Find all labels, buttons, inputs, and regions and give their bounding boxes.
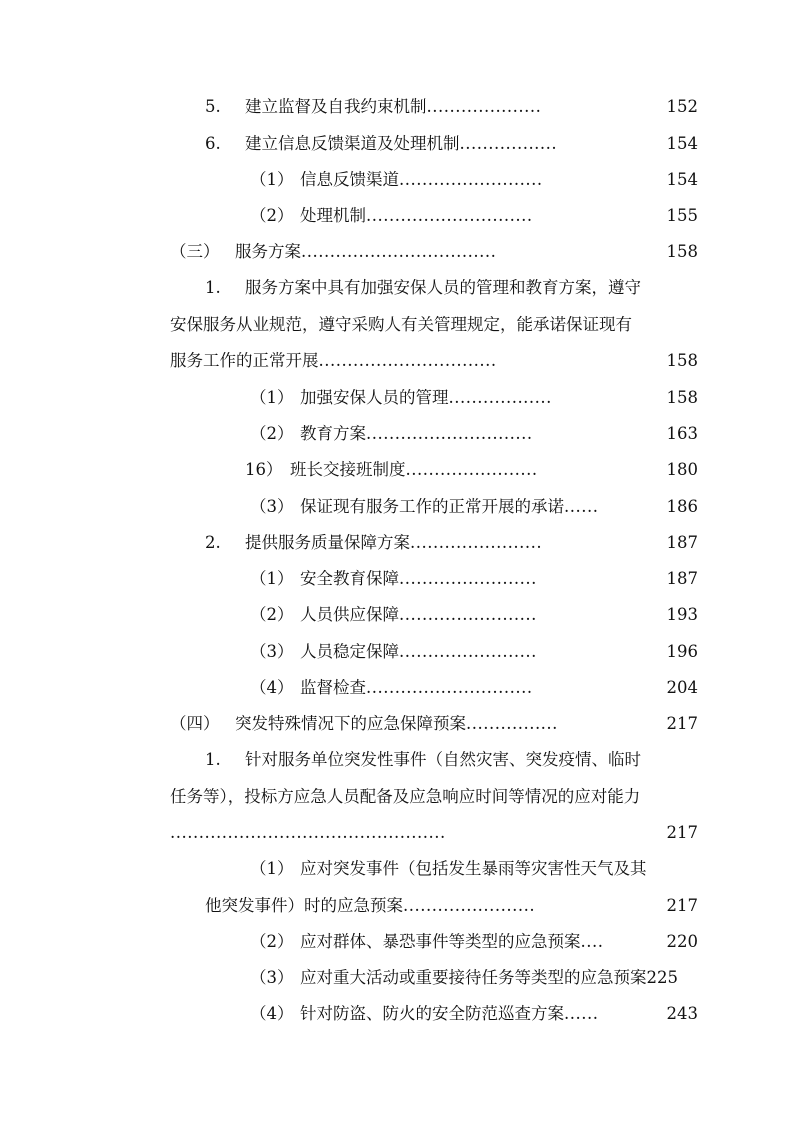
toc-entry-title: 加强安保人员的管理 xyxy=(300,388,449,407)
toc-leader-dots: ....................... xyxy=(410,533,543,552)
toc-page-number: 155 xyxy=(666,206,698,225)
toc-leader-dots: ................................................ xyxy=(170,823,446,842)
toc-entry-line xyxy=(170,782,698,812)
toc-entry xyxy=(250,673,698,703)
toc-entry xyxy=(250,999,698,1029)
toc-entry xyxy=(170,237,698,267)
toc-leader-dots: ....................... xyxy=(405,460,538,479)
toc-entry-number: （3） xyxy=(250,968,294,987)
toc-entry-number: 1. xyxy=(205,750,221,769)
toc-entry xyxy=(250,564,698,594)
toc-entry-title: 安全教育保障 xyxy=(300,569,399,588)
toc-entry-title: 应对重大活动或重要接待任务等类型的应急预案 xyxy=(300,968,647,987)
toc-leader-dots: ........................ xyxy=(399,569,537,588)
toc-page-number: 217 xyxy=(666,896,698,915)
toc-leader-dots: ................. xyxy=(459,134,558,153)
toc-entry-title: 班长交接班制度 xyxy=(290,460,406,479)
toc-entry-number: （3） xyxy=(250,642,294,661)
toc-page-number: 158 xyxy=(666,351,698,370)
toc-entry-line xyxy=(170,346,698,376)
toc-entry-number: （2） xyxy=(250,932,294,951)
toc-leader-dots: ....................... xyxy=(403,896,536,915)
toc-leader-dots: ...... xyxy=(564,497,599,516)
toc-leader-dots: ......................... xyxy=(399,170,543,189)
toc-entry-line xyxy=(170,310,698,340)
toc-entry-number: （2） xyxy=(250,424,294,443)
toc-entry-title-continued: 任务等），投标方应急人员配备及应急响应时间等情况的应对能力 xyxy=(170,787,641,806)
toc-entry-title: 处理机制 xyxy=(300,206,366,225)
toc-page-number: 193 xyxy=(666,605,698,624)
toc-entry-title: 人员供应保障 xyxy=(300,605,399,624)
toc-page-number: 154 xyxy=(666,134,698,153)
toc-entry-line xyxy=(205,745,698,775)
toc-entry xyxy=(250,492,698,522)
toc-entry-number: （4） xyxy=(250,678,294,697)
toc-page-number: 152 xyxy=(666,97,698,116)
toc-entry xyxy=(245,455,698,485)
toc-entry-line xyxy=(170,818,698,848)
toc-entry-title: 建立监督及自我约束机制 xyxy=(245,97,427,116)
toc-entry xyxy=(205,92,698,122)
toc-entry-title: 针对防盗、防火的安全防范巡查方案 xyxy=(300,1004,564,1023)
toc-entry-number: 16） xyxy=(245,460,283,479)
toc-page-number: 243 xyxy=(666,1004,698,1023)
toc-entry-line xyxy=(205,891,698,921)
toc-page-number: 187 xyxy=(666,569,698,588)
toc-entry xyxy=(250,963,720,993)
toc-entry xyxy=(250,201,698,231)
toc-entry-title: 服务方案中具有加强安保人员的管理和教育方案，遵守 xyxy=(245,278,641,297)
toc-leader-dots: ........................ xyxy=(399,605,537,624)
toc-leader-dots: .................. xyxy=(448,388,552,407)
toc-page-number: 217 xyxy=(666,823,698,842)
toc-entry-title-continued: 服务工作的正常开展 xyxy=(170,351,319,370)
toc-leader-dots: ........................ xyxy=(399,642,537,661)
toc-entry-number: 5. xyxy=(205,97,221,116)
toc-entry-title: 服务方案 xyxy=(235,242,301,261)
toc-entry-title-continued: 安保服务从业规范，遵守采购人有关管理规定，能承诺保证现有 xyxy=(170,315,632,334)
toc-entry-number: （1） xyxy=(250,859,294,878)
toc-page-number: 186 xyxy=(666,497,698,516)
toc-entry-number: （4） xyxy=(250,1004,294,1023)
toc-leader-dots: ............................. xyxy=(366,678,533,697)
toc-entry xyxy=(170,709,698,739)
toc-entry-title: 教育方案 xyxy=(300,424,366,443)
toc-page-number: 180 xyxy=(666,460,698,479)
toc-page-number: 217 xyxy=(666,714,698,733)
toc-entry-title: 监督检查 xyxy=(300,678,366,697)
toc-leader-dots: ............................... xyxy=(318,351,497,370)
toc-entry-title: 建立信息反馈渠道及处理机制 xyxy=(245,134,460,153)
toc-entry-title: 突发特殊情况下的应急保障预案 xyxy=(235,714,466,733)
toc-page-number: 220 xyxy=(666,932,698,951)
toc-page-number: 204 xyxy=(666,678,698,697)
toc-page-number: 196 xyxy=(666,642,698,661)
toc-entry-line xyxy=(250,854,698,884)
toc-entry-title: 人员稳定保障 xyxy=(300,642,399,661)
toc-page-number: 187 xyxy=(666,533,698,552)
toc-entry xyxy=(250,419,698,449)
toc-entry-line xyxy=(205,273,698,303)
toc-page-number: 154 xyxy=(666,170,698,189)
toc-page-number: 163 xyxy=(666,424,698,443)
toc-entry-number: （1） xyxy=(250,388,294,407)
toc-entry-title: 提供服务质量保障方案 xyxy=(245,533,410,552)
toc-entry-title: 应对突发事件（包括发生暴雨等灾害性天气及其 xyxy=(300,859,647,878)
toc-entry-title-continued: 他突发事件）时的应急预案 xyxy=(205,896,403,915)
toc-leader-dots: ............................. xyxy=(366,206,533,225)
toc-leader-dots: .................................. xyxy=(301,242,497,261)
toc-entry-title: 保证现有服务工作的正常开展的承诺 xyxy=(300,497,564,516)
toc-entry xyxy=(250,600,698,630)
toc-entry-title: 信息反馈渠道 xyxy=(300,170,399,189)
toc-page-number: 158 xyxy=(666,242,698,261)
toc-leader-dots: ...... xyxy=(564,1004,599,1023)
toc-leader-dots: ................ xyxy=(466,714,558,733)
toc-entry xyxy=(205,129,698,159)
toc-entry-number: （1） xyxy=(250,170,294,189)
toc-entry-title: 应对群体、暴恐事件等类型的应急预案 xyxy=(300,932,581,951)
toc-entry-number: 1. xyxy=(205,278,221,297)
toc-entry-number: （三） xyxy=(170,242,220,261)
toc-leader-dots: .... xyxy=(580,932,604,951)
toc-leader-dots: ............................. xyxy=(366,424,533,443)
toc-entry xyxy=(250,165,698,195)
toc-entry-number: （3） xyxy=(250,497,294,516)
toc-entry-number: 6. xyxy=(205,134,221,153)
toc-entry-number: （2） xyxy=(250,605,294,624)
toc-entry-number: 2. xyxy=(205,533,221,552)
toc-entry xyxy=(250,927,698,957)
toc-page-number: 158 xyxy=(666,388,698,407)
toc-entry-title: 针对服务单位突发性事件（自然灾害、突发疫情、临时 xyxy=(245,750,641,769)
toc-entry-number: （四） xyxy=(170,714,220,733)
toc-entry-number: （2） xyxy=(250,206,294,225)
toc-page-number: 225 xyxy=(646,968,678,987)
toc-entry-number: （1） xyxy=(250,569,294,588)
toc-entry xyxy=(250,383,698,413)
toc-entry xyxy=(250,637,698,667)
toc-leader-dots: .................... xyxy=(426,97,542,116)
toc-entry xyxy=(205,528,698,558)
